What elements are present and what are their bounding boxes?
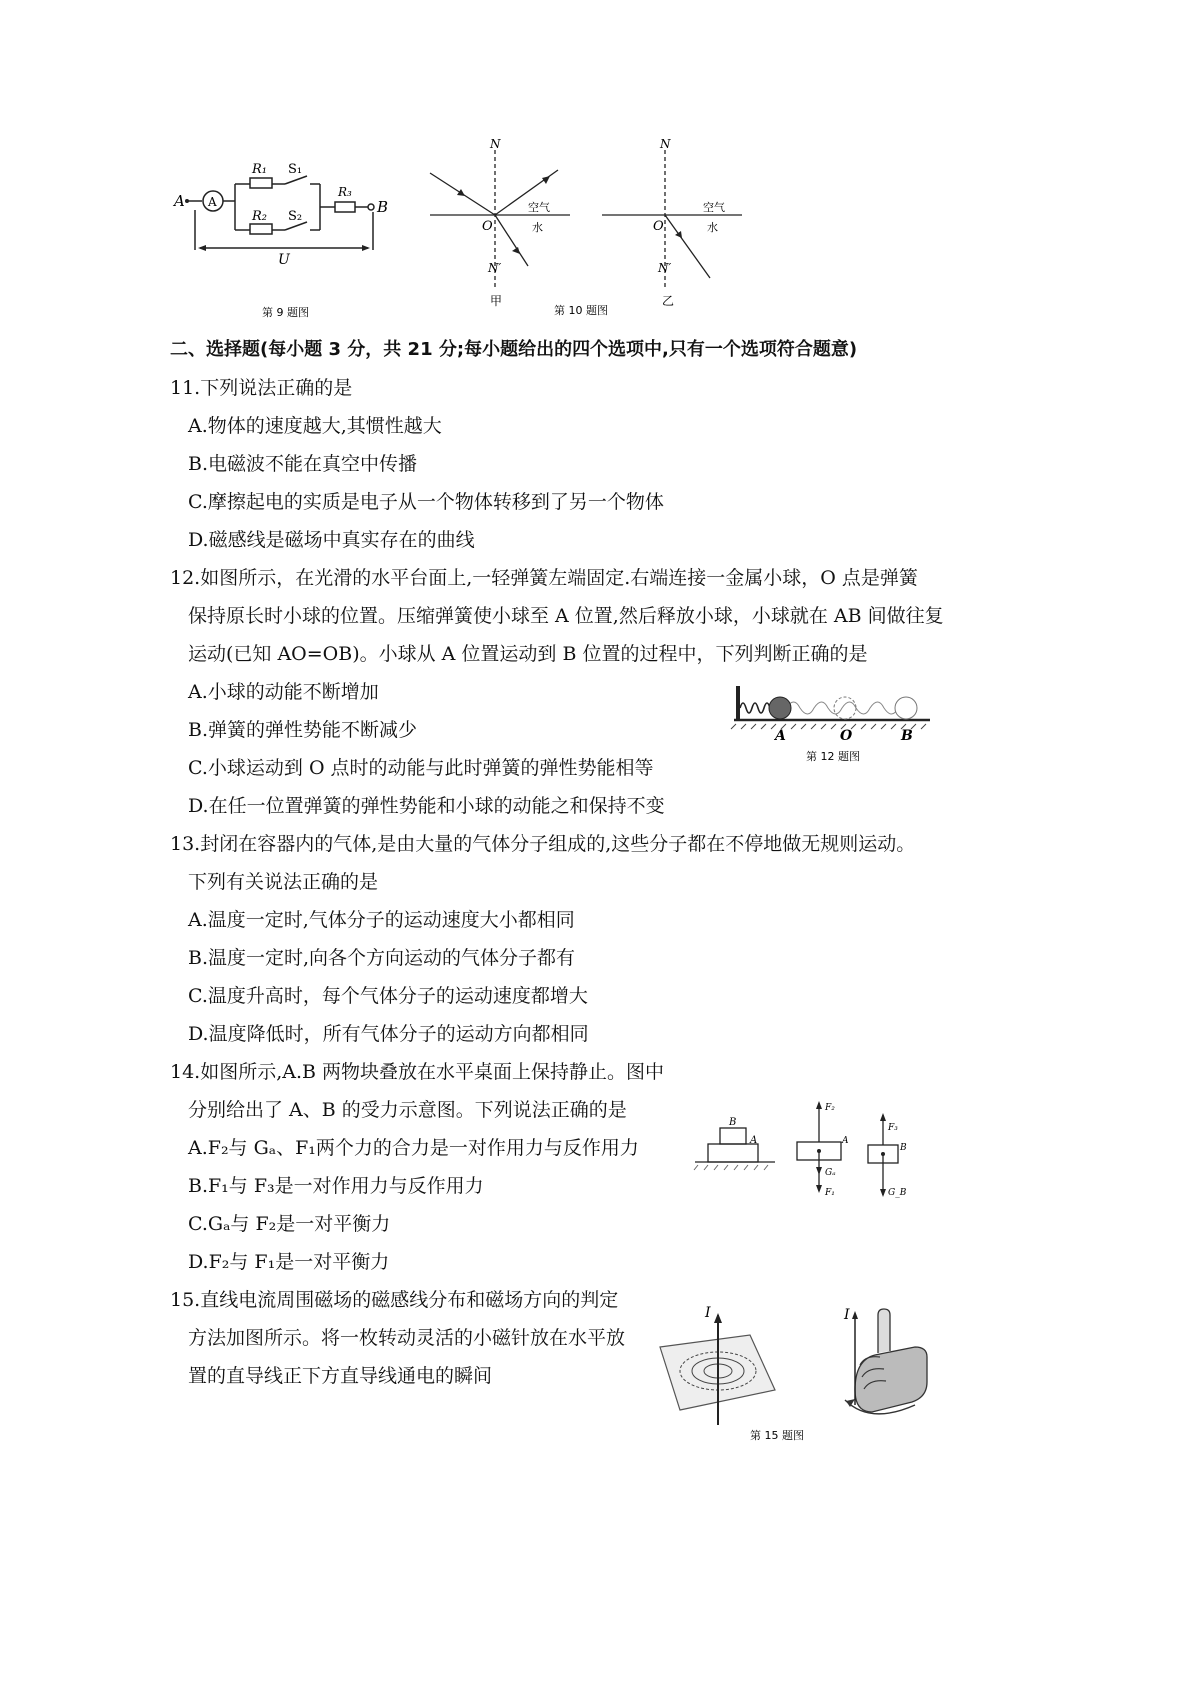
q14-option-a: A.F₂与 Gₐ、F₁两个力的合力是一对作用力与反作用力 (188, 1137, 639, 1159)
figure-12-spring (730, 680, 940, 770)
fig15-current-I1: I (705, 1305, 711, 1321)
fig14-block-A: A (750, 1135, 758, 1146)
q14-option-c: C.Gₐ与 F₂是一对平衡力 (188, 1213, 391, 1235)
fig14-B-label: B (900, 1143, 907, 1153)
q14-stem-line2: 分别给出了 A、B 的受力示意图。下列说法正确的是 (188, 1099, 627, 1121)
q13-option-b: B.温度一定时,向各个方向运动的气体分子都有 (188, 947, 576, 969)
q15-stem-line3: 置的直导线正下方直导线通电的瞬间 (188, 1365, 493, 1387)
q12-option-c: C.小球运动到 O 点时的动能与此时弹簧的弹性势能相等 (188, 757, 654, 779)
q14-stem-line1: 14.如图所示,A.B 两物块叠放在水平桌面上保持静止。图中 (170, 1061, 665, 1083)
right-hand-icon (845, 1309, 927, 1414)
label-R3: R₃ (338, 185, 352, 199)
q15-stem-line2: 方法加图所示。将一枚转动灵活的小磁针放在水平放 (188, 1327, 626, 1349)
q12-option-b: B.弹簧的弹性势能不断减少 (188, 719, 418, 741)
fig14-F1: F₁ (825, 1188, 835, 1198)
label-R1: R₁ (252, 162, 267, 177)
q13-stem-line2: 下列有关说法正确的是 (188, 871, 379, 893)
q11-option-b: B.电磁波不能在真空中传播 (188, 453, 418, 475)
q11-option-d: D.磁感线是磁场中真实存在的曲线 (188, 529, 475, 551)
fig14-GB: G_B (888, 1188, 907, 1198)
fig12-label-O: O (840, 728, 853, 744)
figure-9-circuit (170, 140, 400, 325)
figure-10-caption: 第 10 题图 (554, 304, 608, 317)
ammeter-label: A (208, 195, 217, 209)
q11-stem: 11.下列说法正确的是 (170, 377, 353, 399)
fig15-current-I2: I (844, 1307, 850, 1323)
fig14-block-B: B (729, 1117, 737, 1128)
section-2-heading: 二、选择题(每小题 3 分，共 21 分;每小题给出的四个选项中,只有一个选项符合题意) (170, 339, 858, 360)
q15-stem-line1: 15.直线电流周围磁场的磁感线分布和磁场方向的判定 (170, 1289, 619, 1311)
q13-option-a: A.温度一定时,气体分子的运动速度大小都相同 (188, 909, 575, 931)
label-S2: S₂ (288, 209, 303, 224)
figure-15-caption: 第 15 题图 (750, 1429, 804, 1442)
q11-option-a: A.物体的速度越大,其惯性越大 (188, 415, 442, 437)
q12-stem-line3: 运动(已知 AO=OB)。小球从 A 位置运动到 B 位置的过程中，下列判断正确的是 (188, 643, 868, 665)
q13-stem-line1: 13.封闭在容器内的气体,是由大量的气体分子组成的,这些分子都在不停地做无规则运动。 (170, 833, 916, 855)
label-B: B (377, 198, 389, 216)
label-A: A (174, 192, 185, 210)
figure-12-caption: 第 12 题图 (806, 750, 860, 763)
q13-option-c: C.温度升高时，每个气体分子的运动速度都增大 (188, 985, 588, 1007)
figure-14-forces (690, 1095, 930, 1205)
fig10-jia-air: 空气 (528, 201, 550, 214)
q14-option-b: B.F₁与 F₃是一对作用力与反作用力 (188, 1175, 484, 1197)
fig10-jia-O: O (482, 219, 493, 234)
q12-stem-line2: 保持原长时小球的位置。压缩弹簧使小球至 A 位置,然后释放小球，小球就在 AB 间做往复 (188, 605, 944, 627)
label-S1: S₁ (288, 162, 303, 177)
fig14-A-label: A (842, 1136, 849, 1146)
fig10-yi-water: 水 (707, 221, 718, 234)
fig14-F3: F₃ (888, 1123, 898, 1133)
fig12-label-A: A (775, 728, 786, 744)
fig14-F2: F₂ (825, 1103, 835, 1113)
fig10-jia-N-prime: N′ (488, 261, 502, 275)
figure-15-magnetic-field (650, 1295, 950, 1455)
fig10-jia-N: N (490, 138, 501, 151)
q13-option-d: D.温度降低时，所有气体分子的运动方向都相同 (188, 1023, 589, 1045)
fig12-label-B: B (901, 728, 913, 744)
label-U: U (278, 252, 290, 268)
figure-9-caption: 第 9 题图 (262, 306, 309, 319)
fig10-yi-N: N (660, 138, 671, 151)
fig10-jia-water: 水 (532, 221, 543, 234)
q11-option-c: C.摩擦起电的实质是电子从一个物体转移到了另一个物体 (188, 491, 664, 513)
fig10-yi-air: 空气 (703, 201, 725, 214)
fig10-yi-label: 乙 (662, 294, 675, 308)
q12-option-a: A.小球的动能不断增加 (188, 681, 379, 703)
label-R2: R₂ (252, 209, 267, 224)
fig10-yi-N-prime: N′ (658, 261, 672, 275)
fig10-yi-O: O (653, 219, 664, 234)
q12-stem-line1: 12.如图所示，在光滑的水平台面上,一轻弹簧左端固定.右端连接一金属小球，O 点是弹簧 (170, 567, 918, 589)
q14-option-d: D.F₂与 F₁是一对平衡力 (188, 1251, 390, 1273)
fig14-GA: Gₐ (825, 1168, 836, 1178)
q12-option-d: D.在任一位置弹簧的弹性势能和小球的动能之和保持不变 (188, 795, 665, 817)
figure-10-refraction (420, 138, 750, 323)
fig10-jia-label: 甲 (490, 294, 503, 308)
